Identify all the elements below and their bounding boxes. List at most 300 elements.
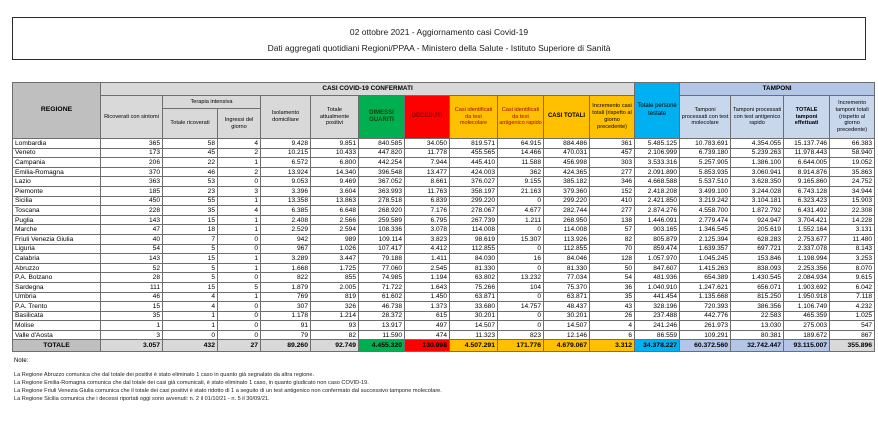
note-sicilia: La Regione Sicilia comunica che i decessi riportati oggi sono avvenuti: n. 2 il 01/10/21 - n. 5 il 30/09/21. — [14, 396, 270, 402]
value-cell: 1.446.091 — [635, 215, 680, 225]
value-cell: 3.628.350 — [731, 177, 784, 187]
table-row — [13, 177, 875, 187]
value-cell: 3.447 — [311, 254, 359, 264]
value-cell: 14.228 — [830, 215, 875, 225]
value-cell: 2.253.356 — [784, 263, 830, 273]
region-name-cell: Calabria — [13, 254, 101, 264]
value-cell: 3.289 — [261, 254, 311, 264]
value-cell: 1.346.545 — [680, 225, 731, 235]
value-cell: 7.176 — [405, 206, 450, 216]
value-cell: 0 — [218, 330, 261, 340]
value-cell: 4.354.055 — [731, 139, 784, 149]
value-cell: 46 — [101, 292, 163, 302]
value-cell: 43 — [590, 302, 635, 312]
value-cell: 1.430.545 — [731, 273, 784, 283]
value-cell: 0 — [218, 321, 261, 331]
value-cell: 82 — [590, 234, 635, 244]
value-cell: 1 — [163, 321, 218, 331]
value-cell: 13.917 — [359, 321, 405, 331]
value-cell: 64.915 — [498, 139, 544, 149]
value-cell: 1.950.918 — [784, 292, 830, 302]
value-cell: 66.383 — [830, 139, 875, 149]
value-cell: 93 — [311, 321, 359, 331]
value-cell: 989 — [311, 234, 359, 244]
value-cell: 9.165.860 — [784, 177, 830, 187]
value-cell: 441.454 — [635, 292, 680, 302]
header-totale-tamponi: TOTALE tamponi effettuati — [784, 96, 830, 139]
value-cell: 277 — [590, 167, 635, 177]
value-cell: 70 — [590, 244, 635, 254]
region-name-cell: Molise — [13, 321, 101, 331]
value-cell: 2.418.208 — [635, 186, 680, 196]
value-cell: 104 — [498, 282, 544, 292]
value-cell: 46 — [163, 167, 218, 177]
value-cell: 4.668.588 — [635, 177, 680, 187]
value-cell: 4.412 — [405, 244, 450, 254]
value-cell: 410 — [590, 196, 635, 206]
value-cell: 35.863 — [830, 167, 875, 177]
value-cell: 15 — [163, 254, 218, 264]
value-cell: 456.998 — [544, 158, 590, 168]
value-cell: 2.779.474 — [680, 215, 731, 225]
value-cell: 15.307 — [498, 234, 544, 244]
value-cell: 1.639.357 — [680, 244, 731, 254]
value-cell: 268.920 — [359, 206, 405, 216]
value-cell: 4 — [163, 292, 218, 302]
value-cell: 3 — [101, 330, 163, 340]
value-cell: 10.215 — [261, 148, 311, 158]
value-cell: 54 — [101, 244, 163, 254]
region-name-cell: Valle d'Aosta — [13, 330, 101, 340]
value-cell: 0 — [498, 321, 544, 331]
value-cell: 27 — [218, 340, 261, 352]
value-cell: 0 — [218, 302, 261, 312]
value-cell: 4.232 — [830, 302, 875, 312]
value-cell: 3.499.100 — [680, 186, 731, 196]
value-cell: 47 — [101, 225, 163, 235]
value-cell: 379.360 — [544, 186, 590, 196]
value-cell: 35 — [101, 311, 163, 321]
value-cell: 130.998 — [405, 340, 450, 352]
table-row — [13, 148, 875, 158]
value-cell: 9.851 — [311, 139, 359, 149]
value-cell: 3.131 — [830, 225, 875, 235]
value-cell: 5.853.935 — [680, 167, 731, 177]
value-cell: 3 — [218, 186, 261, 196]
value-cell: 5.485.125 — [635, 139, 680, 149]
value-cell: 6.042 — [830, 282, 875, 292]
value-cell: 50 — [590, 263, 635, 273]
value-cell: 1.872.792 — [731, 206, 784, 216]
region-name-cell: Puglia — [13, 215, 101, 225]
value-cell: 189.672 — [784, 330, 830, 340]
value-cell: 21.163 — [498, 186, 544, 196]
value-cell: 450 — [101, 196, 163, 206]
value-cell: 855 — [311, 273, 359, 283]
value-cell: 261.973 — [680, 321, 731, 331]
value-cell: 3.253 — [830, 254, 875, 264]
header-terapia-intensiva: Terapia intensiva — [163, 96, 261, 109]
value-cell: 3.312 — [590, 340, 635, 352]
value-cell: 1.411 — [405, 254, 450, 264]
value-cell: 455.565 — [450, 148, 498, 158]
value-cell: 77.034 — [544, 273, 590, 283]
table-row — [13, 234, 875, 244]
value-cell: 0 — [218, 177, 261, 187]
value-cell: 81.330 — [450, 263, 498, 273]
value-cell: 769 — [261, 292, 311, 302]
header-tamponi-molecolare: Tamponi processati con test molecolare — [680, 96, 731, 139]
value-cell: 54 — [590, 273, 635, 283]
value-cell: 173 — [101, 148, 163, 158]
value-cell: 474 — [405, 330, 450, 340]
value-cell: 805.879 — [635, 234, 680, 244]
value-cell: 0 — [498, 292, 544, 302]
value-cell: 185 — [101, 186, 163, 196]
value-cell: 13.863 — [311, 196, 359, 206]
value-cell: 1.903.692 — [784, 282, 830, 292]
header-casi-totali: CASI TOTALI — [544, 96, 590, 139]
value-cell: 815.250 — [731, 292, 784, 302]
value-cell: 13.924 — [261, 167, 311, 177]
value-cell: 847.607 — [635, 263, 680, 273]
value-cell: 3.244.028 — [731, 186, 784, 196]
value-cell: 26 — [590, 311, 635, 321]
value-cell: 15 — [163, 215, 218, 225]
value-cell: 128 — [590, 254, 635, 264]
value-cell: 109.291 — [680, 330, 731, 340]
value-cell: 362 — [498, 167, 544, 177]
value-cell: 3.104.181 — [731, 196, 784, 206]
value-cell: 1.247.621 — [680, 282, 731, 292]
region-name-cell: Campania — [13, 158, 101, 168]
table-total-row — [13, 340, 875, 352]
value-cell: 6.739.180 — [680, 148, 731, 158]
value-cell: 497 — [405, 321, 450, 331]
value-cell: 6.795 — [405, 215, 450, 225]
region-name-cell: Veneto — [13, 148, 101, 158]
header-incremento-tamponi: Incremento tamponi totali (rispetto al giorno precedente) — [830, 96, 875, 139]
value-cell: 22.583 — [731, 311, 784, 321]
value-cell: 1.135.668 — [680, 292, 731, 302]
table-row — [13, 215, 875, 225]
header-dimessi-guariti: DIMESSI GUARITI — [359, 96, 405, 139]
value-cell: 1.026 — [311, 244, 359, 254]
value-cell: 11.480 — [830, 234, 875, 244]
value-cell: 7.944 — [405, 158, 450, 168]
table-row — [13, 225, 875, 235]
value-cell: 8.914.876 — [784, 167, 830, 177]
value-cell: 1.214 — [311, 311, 359, 321]
title-line-source: Dati aggregati quotidiani Regioni/PPAA - Ministero della Salute - Istituto Superiore di Sanità — [267, 43, 611, 53]
value-cell: 268.950 — [544, 215, 590, 225]
value-cell: 3.604 — [311, 186, 359, 196]
value-cell: 0 — [498, 196, 544, 206]
value-cell: 24.752 — [830, 177, 875, 187]
value-cell: 299.220 — [450, 196, 498, 206]
value-cell: 361 — [590, 139, 635, 149]
table-row — [13, 292, 875, 302]
value-cell: 2.594 — [311, 225, 359, 235]
value-cell: 109.114 — [359, 234, 405, 244]
value-cell: 1.450 — [405, 292, 450, 302]
value-cell: 63.871 — [450, 292, 498, 302]
value-cell: 81.330 — [544, 263, 590, 273]
value-cell: 19.052 — [830, 158, 875, 168]
value-cell: 656.071 — [731, 282, 784, 292]
value-cell: 3.057 — [101, 340, 163, 352]
value-cell: 0 — [218, 234, 261, 244]
header-persone-testate: Totale persone testate — [635, 83, 680, 139]
value-cell: 5.537.510 — [680, 177, 731, 187]
value-cell: 3.396 — [261, 186, 311, 196]
value-cell: 10.433 — [311, 148, 359, 158]
value-cell: 967 — [261, 244, 311, 254]
value-cell: 30.201 — [450, 311, 498, 321]
value-cell: 228 — [101, 206, 163, 216]
value-cell: 8.661 — [405, 177, 450, 187]
value-cell: 11.588 — [498, 158, 544, 168]
value-cell: 2.753.677 — [784, 234, 830, 244]
value-cell: 278.067 — [450, 206, 498, 216]
header-ingressi-giorno: Ingressi del giorno — [218, 109, 261, 139]
region-name-cell: Liguria — [13, 244, 101, 254]
value-cell: 18 — [163, 225, 218, 235]
value-cell: 13.358 — [261, 196, 311, 206]
value-cell: 0 — [498, 225, 544, 235]
value-cell: 2.421.850 — [635, 196, 680, 206]
value-cell: 114.008 — [450, 225, 498, 235]
value-cell: 615 — [405, 311, 450, 321]
value-cell: 11.778 — [405, 148, 450, 158]
value-cell: 4.558.700 — [680, 206, 731, 216]
value-cell: 6.323.423 — [784, 196, 830, 206]
value-cell: 424.003 — [450, 167, 498, 177]
value-cell: 153.846 — [731, 254, 784, 264]
value-cell: 358.197 — [450, 186, 498, 196]
region-name-cell: Friuli Venezia Giulia — [13, 234, 101, 244]
header-incremento-casi: Incremento casi totali (rispetto al giorno precedente) — [590, 96, 635, 139]
value-cell: 465.359 — [784, 311, 830, 321]
value-cell: 3.060.941 — [731, 167, 784, 177]
value-cell: 1.178 — [261, 311, 311, 321]
region-name-cell: Toscana — [13, 206, 101, 216]
value-cell: 442.254 — [359, 158, 405, 168]
value-cell: 13.477 — [405, 167, 450, 177]
value-cell: 363.993 — [359, 186, 405, 196]
value-cell: 267.739 — [450, 215, 498, 225]
value-cell: 48.437 — [544, 302, 590, 312]
value-cell: 3.533.316 — [635, 158, 680, 168]
value-cell: 1.415.263 — [680, 263, 731, 273]
value-cell: 138 — [590, 215, 635, 225]
value-cell: 1.879 — [261, 282, 311, 292]
value-cell: 75.266 — [450, 282, 498, 292]
value-cell: 2.005 — [311, 282, 359, 292]
value-cell: 1.211 — [498, 215, 544, 225]
value-cell: 52 — [101, 263, 163, 273]
value-cell: 445.410 — [450, 158, 498, 168]
table-header — [13, 83, 875, 139]
value-cell: 457 — [590, 148, 635, 158]
value-cell: 0 — [218, 311, 261, 321]
table-row — [13, 302, 875, 312]
value-cell: 75.370 — [544, 282, 590, 292]
region-name-cell: P.A. Trento — [13, 302, 101, 312]
value-cell: 58 — [163, 139, 218, 149]
value-cell: 0 — [218, 273, 261, 283]
value-cell: 32.742.447 — [731, 340, 784, 352]
value-cell: 6.572 — [261, 158, 311, 168]
value-cell: 1 — [163, 311, 218, 321]
value-cell: 628.283 — [731, 234, 784, 244]
value-cell: 2.337.078 — [784, 244, 830, 254]
value-cell: 2.529 — [261, 225, 311, 235]
value-cell: 53 — [163, 177, 218, 187]
value-cell: 0 — [498, 244, 544, 254]
value-cell: 697.721 — [731, 244, 784, 254]
value-cell: 2 — [218, 167, 261, 177]
value-cell: 80.381 — [731, 330, 784, 340]
value-cell: 0 — [163, 330, 218, 340]
value-cell: 28 — [101, 273, 163, 283]
value-cell: 424.365 — [544, 167, 590, 177]
value-cell: 92.749 — [311, 340, 359, 352]
value-cell: 4.507.291 — [450, 340, 498, 352]
value-cell: 77.060 — [359, 263, 405, 273]
value-cell: 6.839 — [405, 196, 450, 206]
value-cell: 328.196 — [635, 302, 680, 312]
value-cell: 33.680 — [450, 302, 498, 312]
value-cell: 6.385 — [261, 206, 311, 216]
value-cell: 112.855 — [450, 244, 498, 254]
value-cell: 4 — [163, 302, 218, 312]
region-name-cell: Marche — [13, 225, 101, 235]
value-cell: 367.052 — [359, 177, 405, 187]
value-cell: 74.985 — [359, 273, 405, 283]
value-cell: 9.469 — [311, 177, 359, 187]
value-cell: 442.776 — [680, 311, 731, 321]
value-cell: 205.619 — [731, 225, 784, 235]
value-cell: 13.030 — [731, 321, 784, 331]
value-cell: 823 — [498, 330, 544, 340]
value-cell: 2.091.890 — [635, 167, 680, 177]
value-cell: 2.106.999 — [635, 148, 680, 158]
value-cell: 11.763 — [405, 186, 450, 196]
table-row — [13, 273, 875, 283]
value-cell: 28.372 — [359, 311, 405, 321]
note-friuli: La Regione Friuli Venezia Giulia comunica che il totale dei casi positivi è stato ridotto di 1 a seguito di un test antigenico non confermato dal successivo tampone molecolare. — [14, 388, 442, 394]
value-cell: 2.545 — [405, 263, 450, 273]
value-cell: 470.031 — [544, 148, 590, 158]
value-cell: 86.559 — [635, 330, 680, 340]
value-cell: 34.944 — [830, 186, 875, 196]
value-cell: 867 — [830, 330, 875, 340]
value-cell: 89.260 — [261, 340, 311, 352]
value-cell: 9.615 — [830, 273, 875, 283]
table-row — [13, 206, 875, 216]
value-cell: 275.003 — [784, 321, 830, 331]
value-cell: 114.008 — [544, 225, 590, 235]
value-cell: 5.257.905 — [680, 158, 731, 168]
value-cell: 6 — [590, 330, 635, 340]
value-cell: 1.373 — [405, 302, 450, 312]
value-cell: 143 — [101, 254, 163, 264]
value-cell: 2.874.276 — [635, 206, 680, 216]
header-totale-ricoverati: Totale ricoverati — [163, 109, 218, 139]
table-row — [13, 158, 875, 168]
value-cell: 1.045.245 — [680, 254, 731, 264]
value-cell: 277 — [590, 206, 635, 216]
value-cell: 3.078 — [405, 225, 450, 235]
value-cell: 2.566 — [311, 215, 359, 225]
value-cell: 1 — [218, 225, 261, 235]
value-cell: 30.201 — [544, 311, 590, 321]
value-cell: 63.871 — [544, 292, 590, 302]
value-cell: 5 — [218, 282, 261, 292]
notes-label: Note: — [14, 358, 29, 364]
value-cell: 14.466 — [498, 148, 544, 158]
table-row — [13, 167, 875, 177]
value-cell: 57 — [590, 225, 635, 235]
value-cell: 98.619 — [450, 234, 498, 244]
value-cell: 346 — [590, 177, 635, 187]
total-label-cell: TOTALE — [13, 340, 101, 352]
value-cell: 1 — [218, 292, 261, 302]
value-cell: 822 — [261, 273, 311, 283]
value-cell: 14.507 — [450, 321, 498, 331]
table-row — [13, 311, 875, 321]
table-row — [13, 321, 875, 331]
value-cell: 355.896 — [830, 340, 875, 352]
header-ricoverati: Ricoverati con sintomi — [101, 96, 163, 139]
region-name-cell: Lazio — [13, 177, 101, 187]
value-cell: 1 — [218, 215, 261, 225]
value-cell: 6.648 — [311, 206, 359, 216]
value-cell: 55 — [163, 196, 218, 206]
value-cell: 1 — [218, 196, 261, 206]
value-cell: 819.571 — [450, 139, 498, 149]
value-cell: 84.046 — [544, 254, 590, 264]
value-cell: 278.518 — [359, 196, 405, 206]
header-casi-antigenico: Casi identificati da test antigenico rapido — [498, 96, 544, 139]
value-cell: 241.246 — [635, 321, 680, 331]
value-cell: 326 — [311, 302, 359, 312]
table-row — [13, 254, 875, 264]
value-cell: 63.802 — [450, 273, 498, 283]
header-tamponi-band: TAMPONI — [680, 83, 875, 96]
value-cell: 3.704.421 — [784, 215, 830, 225]
value-cell: 1.552.164 — [784, 225, 830, 235]
value-cell: 447.820 — [359, 148, 405, 158]
value-cell: 1.106.749 — [784, 302, 830, 312]
value-cell: 838.093 — [731, 263, 784, 273]
value-cell: 859.474 — [635, 244, 680, 254]
value-cell: 107.417 — [359, 244, 405, 254]
value-cell: 1.643 — [405, 282, 450, 292]
value-cell: 14.507 — [544, 321, 590, 331]
value-cell: 91 — [261, 321, 311, 331]
value-cell: 152 — [590, 186, 635, 196]
value-cell: 36 — [590, 282, 635, 292]
value-cell: 9.428 — [261, 139, 311, 149]
value-cell: 720.393 — [680, 302, 731, 312]
value-cell: 1 — [101, 321, 163, 331]
region-name-cell: Abruzzo — [13, 263, 101, 273]
value-cell: 112.855 — [544, 244, 590, 254]
value-cell: 299.220 — [544, 196, 590, 206]
value-cell: 370 — [101, 167, 163, 177]
